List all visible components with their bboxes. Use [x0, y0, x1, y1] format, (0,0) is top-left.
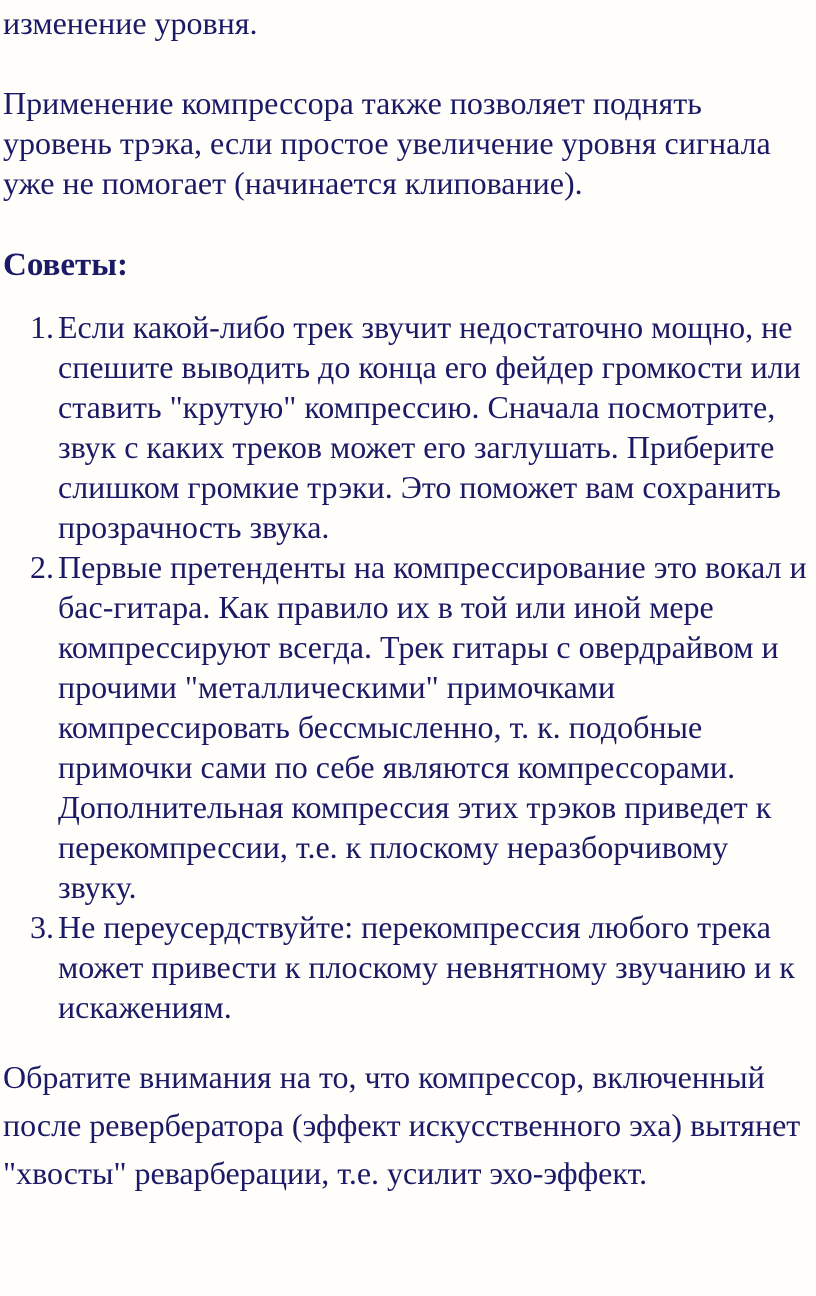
list-item-text: Не переусердствуйте: перекомпрессия любого трека может привести к плоскому невнятному звучанию и к искажениям.	[58, 909, 795, 1025]
list-item	[3, 907, 814, 1027]
list-item-text: Первые претенденты на компрессирование это вокал и бас-гитара. Как правило их в той или иной мере компрессируют всегда. Трек гитары с овердрайвом и прочими "металлическими" примочками компрессировать бессмысленно, т. к. подобные примочки сами по себе являются компрессорами. Дополнительная компрессия этих трэков приведет к перекомпрессии, т.е. к плоскому неразборчивому звуку.	[58, 549, 807, 905]
list-item-number: 1.	[30, 309, 54, 345]
intro-fragment-text: изменение уровня.	[3, 5, 258, 41]
tips-heading: Советы:	[3, 247, 128, 283]
list-item-number: 3.	[30, 909, 54, 945]
list-item	[3, 547, 814, 907]
closing-paragraph: Обратите внимания на то, что компрессор, включенный после ревербератора (эффект искусственного эха) вытянет "хвосты" реварберации, т.е. усилит эхо-эффект.	[3, 1059, 801, 1191]
tips-list	[3, 307, 814, 1027]
list-item-number: 2.	[30, 549, 54, 585]
list-item-text: Если какой-либо трек звучит недостаточно мощно, не спешите выводить до конца его фейдер громкости или ставить "крутую" компрессию. Сначала посмотрите, звук с каких треков может его заглушать. Приберите слишком громкие трэки. Это поможет вам сохранить прозрачность звука.	[58, 309, 801, 545]
list-item	[3, 307, 814, 547]
compressor-paragraph: Применение компрессора также позволяет поднять уровень трэка, если простое увеличение уровня сигнала уже не помогает (начинается клипование).	[3, 85, 771, 201]
